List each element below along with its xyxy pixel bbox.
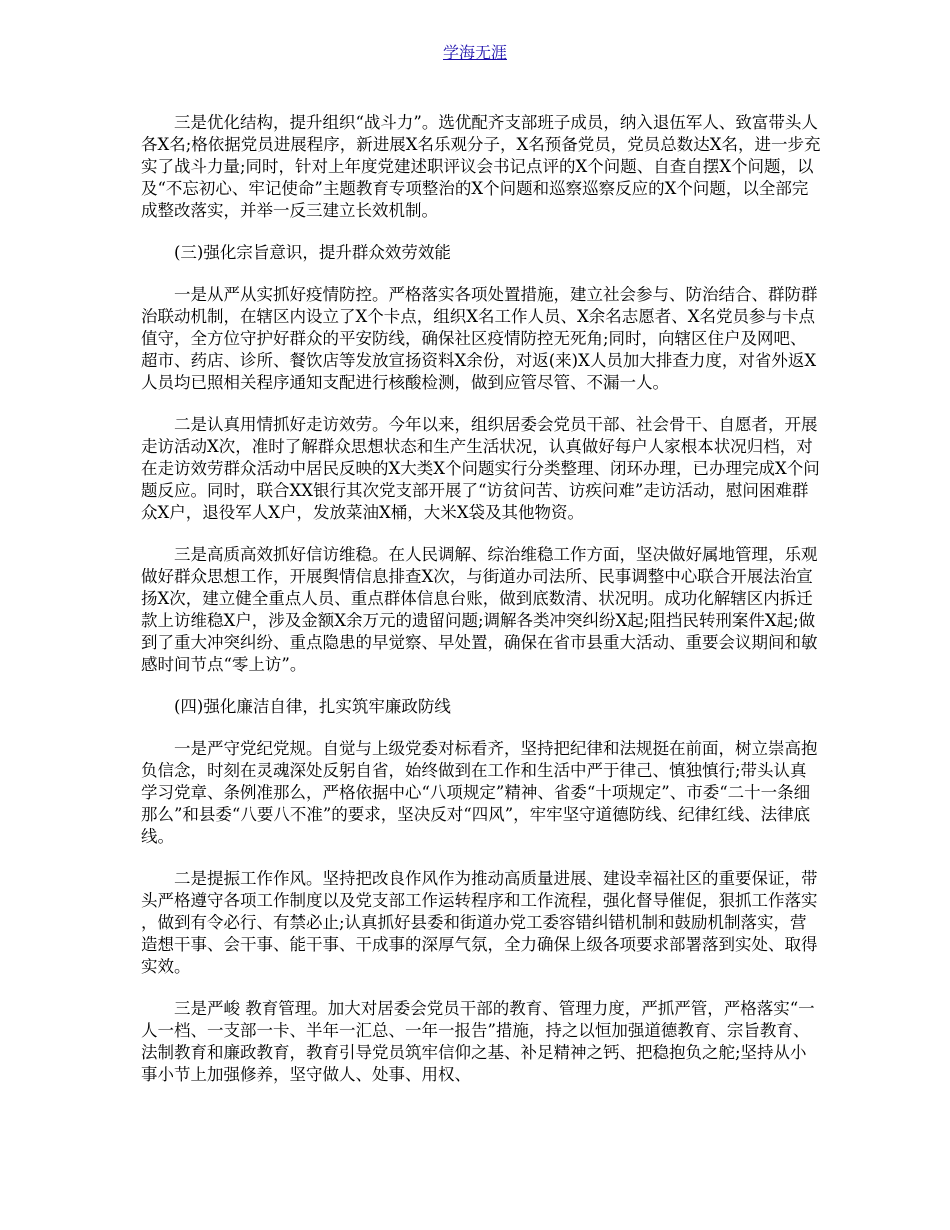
paragraph: 一是严守党纪党规。自觉与上级党委对标看齐，坚持把纪律和法规挺在前面，树立崇高抱负信念，时刻在灵魂深处反躬自省，始终做到在工作和生活中严于律己、慎独慎行;带头认真学习党章、条例准那么，严格依据中心“八项规定”精神、省委“十项规定”、市委“二十一条细那么”和县委“八要八不准”的要求，坚决反对“四风”，牢牢坚守道德防线、纪律红线、法律底线。	[141, 739, 818, 846]
paragraph: 二是认真用情抓好走访效劳。今年以来，组织居委会党员干部、社会骨干、自愿者，开展走访活动X次，准时了解群众思想状态和生产生活状况，认真做好每户人家根本状况归档，对在走访效劳群众活动中居民反映的X大类X个问题实行分类整理、闭环办理，已办理完成X个问题反应。同时，联合XX银行其次党支部开展了“访贫问苦、访疾问难”走访活动，慰问困难群众X户，退役军人X户，发放菜油X桶，大米X袋及其他物资。	[141, 415, 820, 522]
paragraph: 三是严峻 教育管理。加大对居委会党员干部的教育、管理力度，严抓严管，严格落实“一人一档、一支部一卡、半年一汇总、一年一报告”措施，持之以恒加强道德教育、宗旨教育、法制教育和廉政教育，教育引导党员筑牢信仰之基、补足精神之钙、把稳抱负之舵;坚持从小事小节上加强修养，坚守做人、处事、用权、	[141, 999, 815, 1084]
header-link[interactable]: 学海无涯	[442, 43, 507, 62]
paragraph: 一是从严从实抓好疫情防控。严格落实各项处置措施，建立社会参与、防治结合、群防群治联动机制，在辖区内设立了X个卡点，组织X名工作人员、X余名志愿者、X名党员参与卡点值守，全方位守护好群众的平安防线，确保社区疫情防控无死角;同时，向辖区住户及网吧、超市、药店、诊所、餐饮店等发放宣扬资料X余份，对返(来)X人员加大排查力度，对省外返X人员均已照相关程序通知支配进行核酸检测，做到应管尽管、不漏一人。	[141, 285, 818, 392]
section-heading: (四)强化廉洁自律，扎实筑牢廉政防线	[174, 697, 451, 716]
paragraph: 三是优化结构，提升组织“战斗力”。选优配齐支部班子成员，纳入退伍军人、致富带头人各X名;格依据党员进展程序，新进展X名乐观分子，X名预备党员，党员总数达X名，进一步充实了战斗力量;同时，针对上年度党建述职评议会书记点评的X个问题、自查自摆X个问题，以及“不忘初心、牢记使命”主题教育专项整治的X个问题和巡察巡察反应的X个问题，以全部完成整改落实，并举一反三建立长效机制。	[141, 113, 821, 220]
document-body	[141, 112, 821, 1106]
section-heading: (三)强化宗旨意识，提升群众效劳效能	[174, 243, 451, 262]
paragraph: 三是高质高效抓好信访维稳。在人民调解、综治维稳工作方面，坚决做好属地管理，乐观做好群众思想工作，开展舆情信息排查X次，与街道办司法所、民事调整中心联合开展法治宣扬X次，建立健全重点人员、重点群体信息台账，做到底数清、状况明。成功化解辖区内拆迁款上访维稳X户，涉及金额X余万元的遗留问题;调解各类冲突纠纷X起;阻挡民转刑案件X起;做到了重大冲突纠纷、重点隐患的早觉察、早处置，确保在省市县重大活动、重要会议期间和敏感时间节点“零上访”。	[141, 545, 818, 674]
page-header	[0, 40, 950, 63]
paragraph: 二是提振工作作风。坚持把改良作风作为推动高质量进展、建设幸福社区的重要保证，带头严格遵守各项工作制度以及党支部工作运转程序和工作流程，强化督导催促，狠抓工作落实，做到有令必行、有禁必止;认真抓好县委和街道办党工委容错纠错机制和鼓励机制落实，营造想干事、会干事、能干事、干成事的深厚气氛，全力确保上级各项要求部署落到实处、取得实效。	[141, 869, 818, 976]
